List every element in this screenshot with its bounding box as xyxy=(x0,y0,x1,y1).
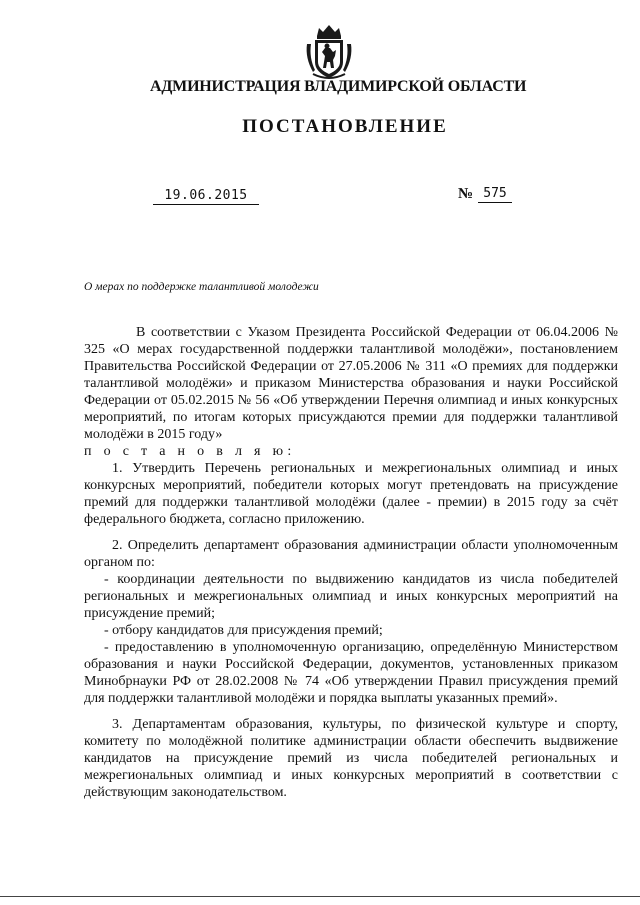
document-type-title: ПОСТАНОВЛЕНИЕ xyxy=(242,116,448,137)
item-1-paragraph: 1. Утвердить Перечень региональных и межрегиональных олимпиад и иных конкурсных мероприятий, победители которых могут претендовать на присуждение премий для поддержки талантливой молодёжи (далее - премии) в 2015 году за счёт федерального бюджета, согласно приложению. xyxy=(84,461,618,527)
item-2-sub-1: - координации деятельности по выдвижению кандидатов из числа победителей региональных и межрегиональных олимпиад и иных конкурсных мероприятий на присуждение премий; xyxy=(84,572,618,621)
document-number: 575 xyxy=(478,186,512,203)
intro-paragraph: В соответствии с Указом Президента Российской Федерации от 06.04.2006 № 325 «О мерах государственной поддержки талантливой молодёжи», постановлением Правительства Российской Федерации от 27.05.2006 № 311 «О премиях для поддержки талантливой молодёжи» и приказом Министерства образования и науки Российской Федерации от 05.02.2015 № 56 «Об утверждении Перечня олимпиад и иных конкурсных мероприятий, по итогам которых присуждаются премии для поддержки талантливой молодёжи в 2015 году» xyxy=(84,325,618,442)
organization-name: АДМИНИСТРАЦИЯ ВЛАДИМИРСКОЙ ОБЛАСТИ xyxy=(150,78,527,95)
item-2-sub-3: - предоставлению в уполномоченную организацию, определённую Министерством образования и науки Российской Федерации, документов, установленных приказом Минобрнауки РФ от 28.02.2008 № 74 «Об утверждении Правил присуждения премий для поддержки талантливой молодёжи и порядка выплаты указанных премий». xyxy=(84,640,618,706)
item-2-sub-2: - отбору кандидатов для присуждения премий; xyxy=(104,623,383,638)
item-3-paragraph: 3. Департаментам образования, культуры, по физической культуре и спорту, комитету по молодёжной политике администрации области обеспечить выдвижение кандидатов на присуждение премий из числа победителей региональных и межрегиональных олимпиад и иных конкурсных мероприятий в соответствии с действующим законодательством. xyxy=(84,717,618,800)
item-2-paragraph: 2. Определить департамент образования администрации области уполномоченным органом по: xyxy=(84,538,618,570)
page-bottom-rule xyxy=(0,896,640,897)
document-subject: О мерах по поддержке талантливой молодежи xyxy=(84,281,319,293)
document-body xyxy=(84,324,618,801)
number-label: № xyxy=(458,186,474,202)
document-date: 19.06.2015 xyxy=(153,188,259,205)
decree-word: п о с т а н о в л я ю: xyxy=(84,444,296,459)
coat-of-arms-icon xyxy=(303,22,355,80)
